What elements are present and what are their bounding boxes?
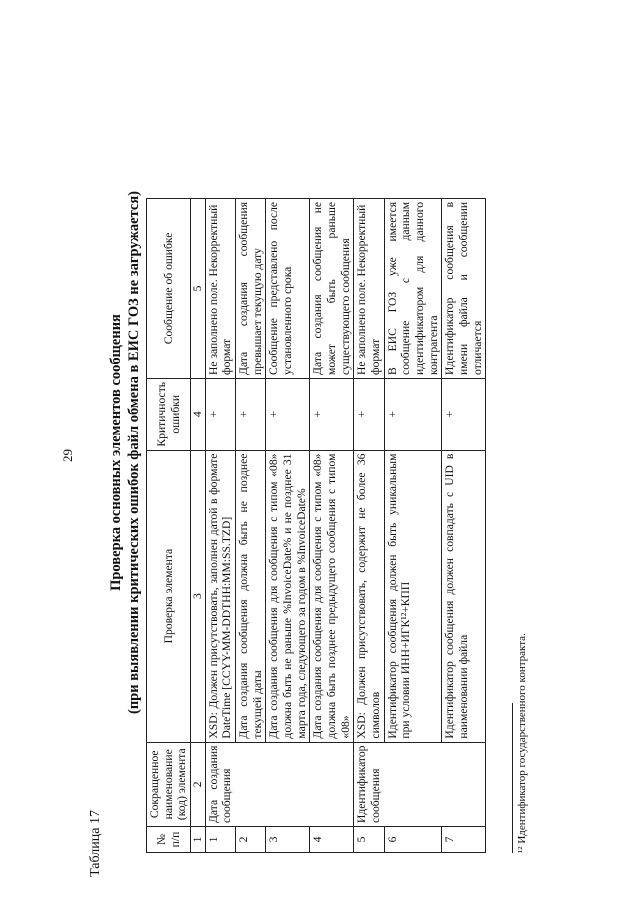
header-row [147,198,191,852]
row-num: 6 [384,827,442,853]
row-num: 1 [205,827,235,853]
row-criticality: + [266,378,310,450]
row-message: В ЕИС ГОЗ уже имеется сообщение с данным идентификатором для данного контрагента [384,198,442,378]
table-row [205,198,235,852]
row-message: Не заполнено поле. Некорректный формат [354,198,384,378]
row-criticality: + [442,378,486,450]
column-number-row [191,198,206,852]
column-number: 1 [191,827,206,853]
header-criticality: Критичность ошибки [147,378,191,450]
row-criticality: + [354,378,384,450]
header-name: Сокращенное наименование (код) элемента [147,742,191,826]
row-criticality: + [236,378,266,450]
column-number: 5 [191,198,206,378]
footnote: ¹² Идентификатор государственного контракта. [516,633,528,853]
row-element-name: Дата создания сообщения [205,742,354,826]
table-row [354,198,384,852]
row-num: 5 [354,827,384,853]
row-check: XSD: Должен присутствовать, содержит не более 36 символов [354,450,384,742]
header-message: Сообщение об ошибке [147,198,191,378]
row-check: Идентификатор сообщения должен совпадать с UID в наименовании файла [442,450,486,742]
row-criticality: + [310,378,354,450]
column-number: 2 [191,742,206,826]
table-label: Таблица 17 [88,810,103,877]
row-message: Не заполнено поле. Некорректный формат [205,198,235,378]
header-num: № п/п [147,827,191,853]
row-num: 2 [236,827,266,853]
row-check: Дата создания сообщения для сообщения с типом «08» должна быть не раньше %InvoiceDate% и не позднее 31 марта года, следующего за годом в %InvoiceDate% [266,450,310,742]
row-message: Дата создания сообщения превышает текущую дату [236,198,266,378]
page-number: 29 [60,449,75,462]
column-number: 4 [191,378,206,450]
row-criticality: + [384,378,442,450]
row-message: Дата создания сообщения не может быть раньше существующего сообщения [310,198,354,378]
row-num: 3 [266,827,310,853]
row-element-name: Идентификатор сообщения [354,742,486,826]
checks-table [146,198,486,853]
row-message: Идентификатор сообщения в имени файла и сообщении отличается [442,198,486,378]
table-subtitle: (при выявлении критических ошибок файл обмена в ЕИС ГОЗ не загружается) [126,191,142,715]
row-check: Идентификатор сообщения должен быть уникальным при условии ИНН+ИГК¹²+КПП [384,450,442,742]
table-title: Проверка основных элементов сообщения [108,314,124,591]
row-num: 4 [310,827,354,853]
row-criticality: + [205,378,235,450]
row-message: Сообщение представлено после установленного срока [266,198,310,378]
row-check: Дата создания сообщения для сообщения с типом «08» должна быть позднее предыдущего сообщения с типом «08» [310,450,354,742]
row-check: Дата создания сообщения должна быть не позднее текущей даты [236,450,266,742]
header-check: Проверка элемента [147,450,191,742]
column-number: 3 [191,450,206,742]
footnote-divider [512,703,513,853]
row-check: XSD: Должен присутствовать, заполнен датой в формате DateTime [CCYY-MM-DDTHH:MM:SS.TZD] [205,450,235,742]
row-num: 7 [442,827,486,853]
